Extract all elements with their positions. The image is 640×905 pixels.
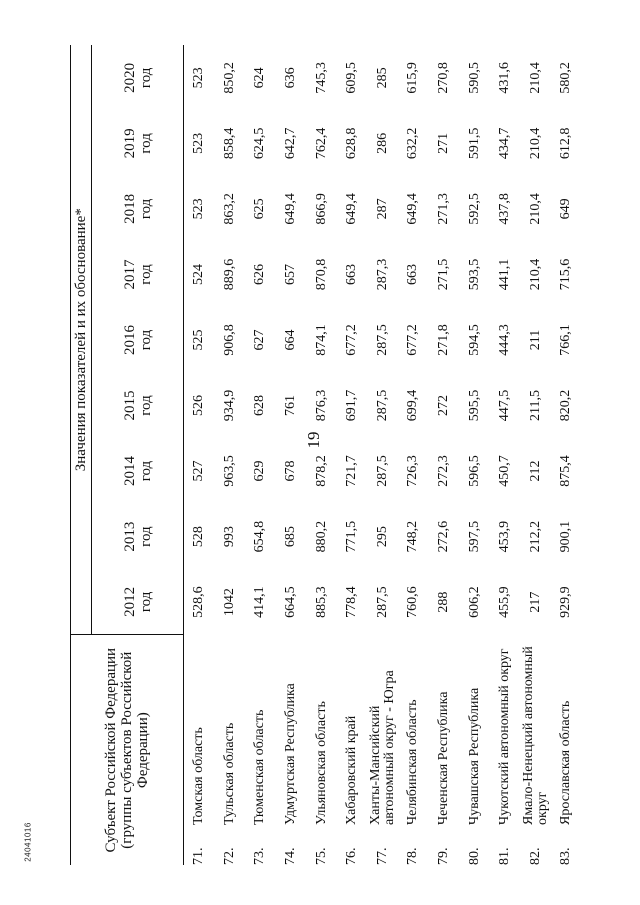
subject-name: Тульская область — [221, 722, 237, 825]
value-cell: 649,4 — [344, 193, 360, 225]
table-row — [184, 45, 215, 865]
value-cell: 272 — [436, 395, 452, 417]
header-year-number: 2015 — [121, 390, 138, 421]
value-cell: 875,4 — [558, 455, 574, 487]
value-cell: 628 — [252, 395, 268, 417]
value-cell: 528 — [191, 526, 207, 548]
value-cell: 929,9 — [558, 586, 574, 618]
row-number: 77. — [374, 847, 390, 865]
header-year — [92, 504, 184, 570]
value-cell: 664 — [283, 329, 299, 351]
value-cell: 677,2 — [405, 324, 421, 356]
subject-name: Чеченская Республика — [436, 691, 452, 825]
value-cell: 434,7 — [497, 127, 513, 160]
header-indicator-group: Значения показателей и их обоснование* — [71, 45, 92, 635]
value-cell: 629 — [252, 460, 268, 482]
header-year — [92, 307, 184, 373]
row-number: 81. — [497, 847, 513, 865]
header-year — [92, 45, 184, 111]
subject-name: Ульяновская область — [313, 701, 329, 825]
value-cell: 210,4 — [527, 62, 543, 94]
value-cell: 889,6 — [221, 258, 237, 291]
subject-name: Ямало-Ненецкий автономный округ — [520, 646, 550, 825]
value-cell: 295 — [374, 526, 390, 548]
header-year-unit: год — [137, 329, 154, 351]
value-cell: 663 — [405, 263, 421, 285]
value-cell: 963,5 — [221, 455, 237, 487]
value-cell: 594,5 — [466, 324, 482, 356]
value-cell: 880,2 — [313, 520, 329, 553]
value-cell: 210,4 — [527, 258, 543, 291]
subject-name: Удмуртская Республика — [283, 683, 299, 825]
row-number: 76. — [344, 847, 360, 865]
value-cell: 270,8 — [436, 62, 452, 94]
value-cell: 444,3 — [497, 324, 513, 356]
value-cell: 685 — [283, 526, 299, 548]
value-cell: 523 — [191, 67, 207, 89]
value-cell: 863,2 — [221, 193, 237, 225]
page-number: 19 — [304, 431, 323, 449]
table-header-row-1 — [71, 45, 92, 865]
header-year-number: 2019 — [121, 128, 138, 159]
table-row — [337, 45, 368, 865]
value-cell: 287,5 — [374, 455, 390, 487]
subject-name: Ярославская область — [558, 700, 574, 825]
value-cell: 636 — [283, 67, 299, 89]
value-cell: 715,6 — [558, 258, 574, 291]
value-cell: 624 — [252, 67, 268, 89]
value-cell: 850,2 — [221, 62, 237, 94]
value-cell: 271 — [436, 132, 452, 154]
value-cell: 287,5 — [374, 389, 390, 422]
document-id: 24041016 — [23, 822, 33, 862]
value-cell: 450,7 — [497, 455, 513, 487]
value-cell: 699,4 — [405, 389, 421, 422]
value-cell: 993 — [221, 526, 237, 548]
value-cell: 766,1 — [558, 324, 574, 356]
value-cell: 523 — [191, 132, 207, 154]
value-cell: 288 — [436, 591, 452, 613]
subject-name: Хабаровский край — [344, 715, 360, 825]
value-cell: 632,2 — [405, 127, 421, 160]
value-cell: 286 — [374, 132, 390, 154]
value-cell: 592,5 — [466, 193, 482, 225]
value-cell: 211,5 — [527, 390, 543, 422]
value-cell: 677,2 — [344, 324, 360, 356]
value-cell: 596,5 — [466, 455, 482, 487]
value-cell: 524 — [191, 263, 207, 285]
row-number: 83. — [558, 847, 574, 865]
value-cell: 874,1 — [313, 324, 329, 356]
subject-name: Чукотский автономный округ — [497, 648, 513, 825]
value-cell: 649,4 — [283, 193, 299, 225]
value-cell: 455,9 — [497, 586, 513, 618]
value-cell: 526 — [191, 395, 207, 417]
value-cell: 597,5 — [466, 520, 482, 553]
table-row — [398, 45, 429, 865]
table-row — [551, 45, 582, 865]
row-number: 71. — [191, 847, 207, 865]
row-number: 74. — [283, 847, 299, 865]
header-year-unit: год — [137, 133, 154, 154]
table-row — [245, 45, 276, 865]
value-cell: 876,3 — [313, 389, 329, 422]
value-cell: 212,2 — [527, 520, 543, 553]
value-cell: 217 — [527, 591, 543, 613]
header-year-unit: год — [137, 591, 154, 613]
value-cell: 761 — [283, 395, 299, 417]
value-cell: 528,6 — [191, 586, 207, 618]
subject-name: Тюменская область — [252, 709, 268, 825]
value-cell: 726,3 — [405, 455, 421, 487]
value-cell: 453,9 — [497, 520, 513, 553]
value-cell: 527 — [191, 460, 207, 482]
table-body — [184, 45, 582, 865]
value-cell: 287 — [374, 198, 390, 220]
header-year-number: 2014 — [121, 456, 138, 487]
table-row — [490, 45, 521, 865]
value-cell: 210,4 — [527, 193, 543, 225]
value-cell: 664,5 — [283, 586, 299, 618]
value-cell: 272,6 — [436, 520, 452, 553]
subject-name: Ханты-Мансийский автономный округ - Югра — [367, 670, 397, 825]
rotated-table-container — [70, 45, 574, 865]
value-cell: 721,7 — [344, 455, 360, 487]
value-cell: 624,5 — [252, 127, 268, 160]
value-cell: 212 — [527, 460, 543, 482]
row-number: 73. — [252, 847, 268, 865]
value-cell: 760,6 — [405, 586, 421, 618]
row-number: 78. — [405, 847, 421, 865]
value-cell: 271,3 — [436, 193, 452, 225]
table-row — [215, 45, 246, 865]
value-cell: 900,1 — [558, 520, 574, 553]
header-year-unit: год — [137, 264, 154, 285]
value-cell: 657 — [283, 263, 299, 285]
value-cell: 414,1 — [252, 586, 268, 618]
subject-name: Чувашская Республика — [466, 687, 482, 825]
value-cell: 431,6 — [497, 62, 513, 94]
value-cell: 609,5 — [344, 62, 360, 94]
value-cell: 285 — [374, 67, 390, 89]
subject-name: Томская область — [191, 727, 207, 825]
value-cell: 580,2 — [558, 62, 574, 94]
table-row — [521, 45, 552, 865]
value-cell: 745,3 — [313, 62, 329, 94]
header-year-unit: год — [137, 67, 154, 89]
header-year — [92, 176, 184, 242]
header-year-unit: год — [137, 395, 154, 416]
value-cell: 649,4 — [405, 193, 421, 225]
value-cell: 271,8 — [436, 324, 452, 356]
value-cell: 210,4 — [527, 127, 543, 160]
value-cell: 858,4 — [221, 127, 237, 160]
value-cell: 771,5 — [344, 520, 360, 553]
table-row — [276, 45, 307, 865]
value-cell: 595,5 — [466, 389, 482, 422]
value-cell: 627 — [252, 329, 268, 351]
table-row — [429, 45, 460, 865]
value-cell: 820,2 — [558, 389, 574, 422]
row-number: 79. — [436, 847, 452, 865]
value-cell: 866,9 — [313, 193, 329, 225]
value-cell: 748,2 — [405, 520, 421, 553]
value-cell: 612,8 — [558, 127, 574, 160]
table-row — [306, 45, 337, 865]
value-cell: 525 — [191, 329, 207, 351]
value-cell: 593,5 — [466, 258, 482, 291]
value-cell: 762,4 — [313, 127, 329, 160]
row-number: 80. — [466, 847, 482, 865]
indicators-table — [70, 45, 582, 865]
value-cell: 615,9 — [405, 62, 421, 94]
header-year — [92, 569, 184, 635]
header-subject: Субъект Российской Федерации (группы субъектов Российской Федерации) — [71, 635, 184, 865]
value-cell: 441,1 — [497, 258, 513, 291]
value-cell: 287,5 — [374, 586, 390, 618]
value-cell: 654,8 — [252, 520, 268, 553]
header-year-number: 2017 — [121, 259, 138, 290]
value-cell: 211 — [527, 329, 543, 351]
header-year-number: 2012 — [121, 586, 138, 617]
value-cell: 885,3 — [313, 586, 329, 618]
header-year-number: 2013 — [121, 521, 138, 552]
table-row — [368, 45, 399, 865]
header-year-number: 2020 — [121, 62, 138, 93]
value-cell: 878,2 — [313, 455, 329, 487]
value-cell: 870,8 — [313, 258, 329, 291]
value-cell: 590,5 — [466, 62, 482, 94]
row-number: 75. — [313, 847, 329, 865]
value-cell: 691,7 — [344, 389, 360, 422]
table-row — [459, 45, 490, 865]
row-number: 72. — [221, 847, 237, 865]
value-cell: 523 — [191, 198, 207, 220]
subject-name: Челябинская область — [405, 699, 421, 825]
value-cell: 906,8 — [221, 324, 237, 356]
header-year — [92, 242, 184, 308]
row-number: 82. — [527, 847, 543, 865]
header-year-unit: год — [137, 460, 154, 482]
value-cell: 649 — [558, 198, 574, 220]
value-cell: 606,2 — [466, 586, 482, 618]
value-cell: 934,9 — [221, 389, 237, 422]
header-year — [92, 111, 184, 177]
header-year — [92, 373, 184, 439]
value-cell: 437,8 — [497, 193, 513, 225]
value-cell: 642,7 — [283, 127, 299, 160]
header-year-unit: год — [137, 198, 154, 220]
value-cell: 287,3 — [374, 258, 390, 291]
value-cell: 778,4 — [344, 586, 360, 618]
header-year-unit: год — [137, 526, 154, 547]
header-year-number: 2018 — [121, 193, 138, 224]
value-cell: 272,3 — [436, 455, 452, 487]
value-cell: 271,5 — [436, 258, 452, 291]
value-cell: 447,5 — [497, 389, 513, 422]
value-cell: 287,5 — [374, 324, 390, 356]
header-year — [92, 438, 184, 504]
header-year-number: 2016 — [121, 324, 138, 355]
value-cell: 625 — [252, 198, 268, 220]
value-cell: 628,8 — [344, 127, 360, 160]
value-cell: 1042 — [221, 588, 237, 617]
value-cell: 678 — [283, 460, 299, 482]
value-cell: 626 — [252, 263, 268, 285]
value-cell: 663 — [344, 263, 360, 285]
value-cell: 591,5 — [466, 127, 482, 160]
